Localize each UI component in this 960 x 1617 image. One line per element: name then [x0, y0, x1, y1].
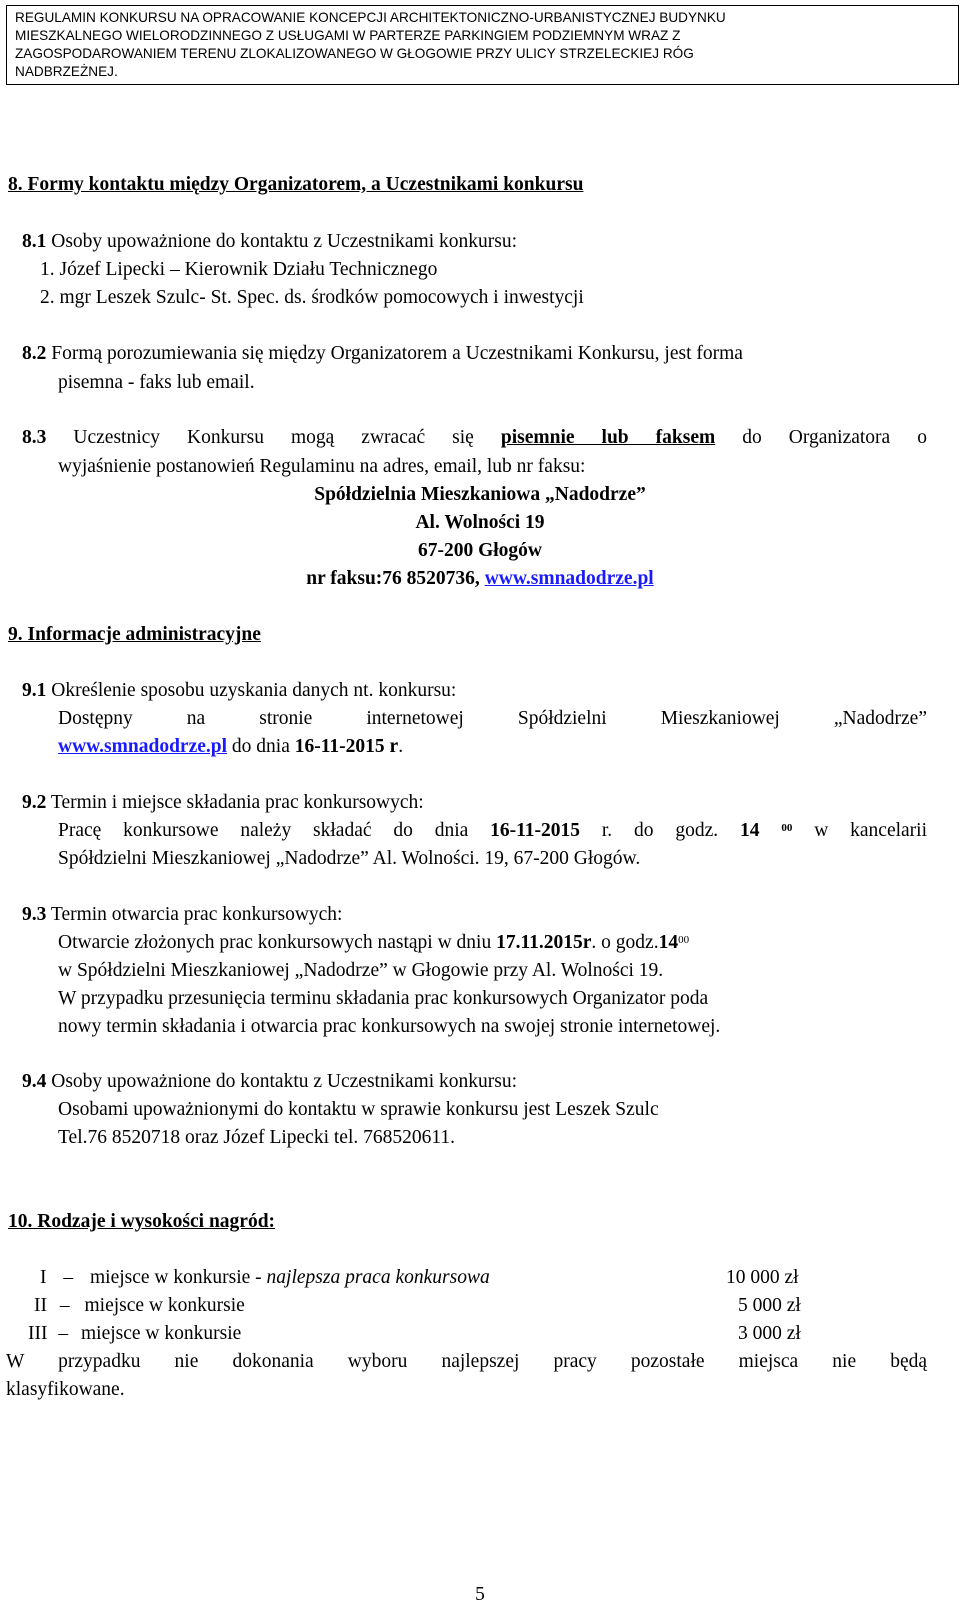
prize-label: miejsce w konkursie -	[90, 1267, 267, 1288]
prize-row-third: III – miejsce w konkursie	[28, 1323, 242, 1344]
contact-person-2: 2. mgr Leszek Szulc- St. Spec. ds. środków pomocowych i inwestycji	[40, 287, 584, 308]
paragraph-number: 9.4	[22, 1071, 47, 1092]
paragraph-9-4-line1: Osobami upoważnionymi do kontaktu w sprawie konkursu jest Leszek Szulc	[58, 1099, 659, 1120]
paragraph-8-1	[22, 227, 517, 256]
section-9-heading: 9. Informacje administracyjne	[8, 624, 261, 645]
paragraph-text: Formą porozumiewania się między Organizatorem a Uczestnikami Konkursu, jest forma	[46, 343, 743, 364]
paragraph-9-1-text: Dostępny na stronie internetowej Spółdzielni Mieszkaniowej „Nadodrze”	[58, 708, 927, 729]
opening-minutes: 00	[678, 934, 690, 946]
prize-label: miejsce w konkursie	[80, 1323, 242, 1344]
prize-place: II	[34, 1295, 47, 1316]
paragraph-9-2-text: Pracę konkursowe należy składać do dnia 16-11-2015 r. do godz. 14 $^{00}$ w kancelarii	[58, 820, 927, 841]
paragraph-9-3-text: Otwarcie złożonych prac konkursowych nastąpi w dniu 17.11.2015r. o $godz.14^{00}$	[58, 932, 690, 953]
paragraph-9-3-line2: w Spółdzielni Mieszkaniowej „Nadodrze” w Głogowie przy Al. Wolności 19.	[58, 960, 664, 981]
emphasis-written-or-fax: pisemnie lub faksem	[500, 427, 716, 448]
header-line: MIESZKALNEGO WIELORODZINNEGO Z USŁUGAMI W PARTERZE PARKINGIEM PODZIEMNYM WRAZ Z	[15, 28, 681, 43]
paragraph-number: 9.1	[22, 680, 47, 701]
paragraph-9-3: 9.3 Termin otwarcia prac konkursowych:	[22, 904, 343, 925]
paragraph-8-3-cont: wyjaśnienie postanowień Regulaminu na adres, email, lub nr faksu:	[58, 456, 586, 477]
prize-row-second: II – miejsce w konkursie	[34, 1295, 245, 1316]
address-fax: nr faksu:76 8520736, www.smnadodrze.pl	[306, 568, 654, 589]
prize-label-italic: najlepsza praca konkursowa	[266, 1267, 490, 1288]
paragraph-9-3-line4: nowy termin składania i otwarcia prac konkursowych na swojej stronie internetowej.	[58, 1016, 721, 1037]
prize-place: I	[40, 1267, 47, 1288]
page-number: 5	[475, 1584, 485, 1605]
prize-amount-first: 10 000 zł	[726, 1267, 799, 1288]
paragraph-9-2-cont: Spółdzielni Mieszkaniowej „Nadodrze” Al. Wolności. 19, 67-200 Głogów.	[58, 848, 641, 869]
prize-note-line2: klasyfikowane.	[6, 1379, 125, 1400]
website-link[interactable]: www.smnadodrze.pl	[484, 568, 654, 589]
paragraph-8-3: 8.3 Uczestnicy Konkursu mogą zwracać się pisemnie lub faksem do Organizatora o	[22, 427, 927, 448]
section-10-heading: 10. Rodzaje i wysokości nagród:	[8, 1211, 276, 1232]
paragraph-9-2: 9.2 Termin i miejsce składania prac konkursowych:	[22, 792, 424, 813]
prize-note-line1: W przypadku nie dokonania wyboru najlepszej pracy pozostałe miejsca nie będą	[6, 1351, 927, 1372]
prize-row-first: I – miejsce w konkursie - najlepsza praca konkursowa	[40, 1267, 490, 1288]
address-name: Spółdzielnia Mieszkaniowa „Nadodrze”	[314, 484, 646, 505]
paragraph-9-3-line3: W przypadku przesunięcia terminu składania prac konkursowych Organizator poda	[58, 988, 709, 1009]
address-city: 67-200 Głogów	[417, 540, 543, 561]
paragraph-8-2-cont: pisemna - faks lub email.	[58, 372, 255, 393]
header-line: NADBRZEŻNEJ.	[15, 64, 118, 79]
submission-minutes: 00	[781, 822, 793, 834]
submission-hour: 14	[740, 820, 760, 841]
prize-amount-third: 3 000 zł	[738, 1323, 801, 1344]
prize-amount-second: 5 000 zł	[738, 1295, 801, 1316]
paragraph-9-1-cont: www.smnadodrze.pl do dnia 16-11-2015 r.	[58, 736, 404, 757]
contact-person-1: 1. Józef Lipecki – Kierownik Działu Technicznego	[40, 259, 438, 280]
paragraph-number: 8.2	[22, 343, 47, 364]
address-street: Al. Wolności 19	[415, 512, 545, 533]
paragraph-number: 8.3	[22, 427, 47, 448]
paragraph-number: 8.1	[22, 231, 47, 252]
paragraph-8-2	[22, 339, 743, 368]
header-line: ZAGOSPODAROWANIEM TERENU ZLOKALIZOWANEGO W GŁOGOWIE PRZY ULICY STRZELECKIEJ RÓG	[15, 46, 694, 61]
website-link[interactable]: www.smnadodrze.pl	[58, 736, 228, 757]
paragraph-number: 9.2	[22, 792, 47, 813]
paragraph-9-4-line2: Tel.76 8520718 oraz Józef Lipecki tel. 768520611.	[58, 1127, 456, 1148]
prize-place: III	[28, 1323, 48, 1344]
document-header	[6, 5, 959, 85]
paragraph-number: 9.3	[22, 904, 47, 925]
paragraph-text: Osoby upoważnione do kontaktu z Uczestnikami konkursu:	[46, 231, 517, 252]
section-8-heading: 8. Formy kontaktu między Organizatorem, a Uczestnikami konkursu	[8, 174, 584, 195]
prize-label: miejsce w konkursie	[84, 1295, 245, 1316]
opening-date: 17.11.2015r	[496, 932, 592, 953]
deadline-date: 16-11-2015 r	[294, 736, 399, 757]
paragraph-9-4: 9.4 Osoby upoważnione do kontaktu z Uczestnikami konkursu:	[22, 1071, 517, 1092]
opening-hour: 14	[658, 932, 679, 953]
submission-date: 16-11-2015	[490, 820, 581, 841]
paragraph-9-1: 9.1 Określenie sposobu uzyskania danych nt. konkursu:	[22, 680, 457, 701]
header-line: REGULAMIN KONKURSU NA OPRACOWANIE KONCEPCJI ARCHITEKTONICZNO-URBANISTYCZNEJ BUDYNKU	[15, 10, 726, 25]
